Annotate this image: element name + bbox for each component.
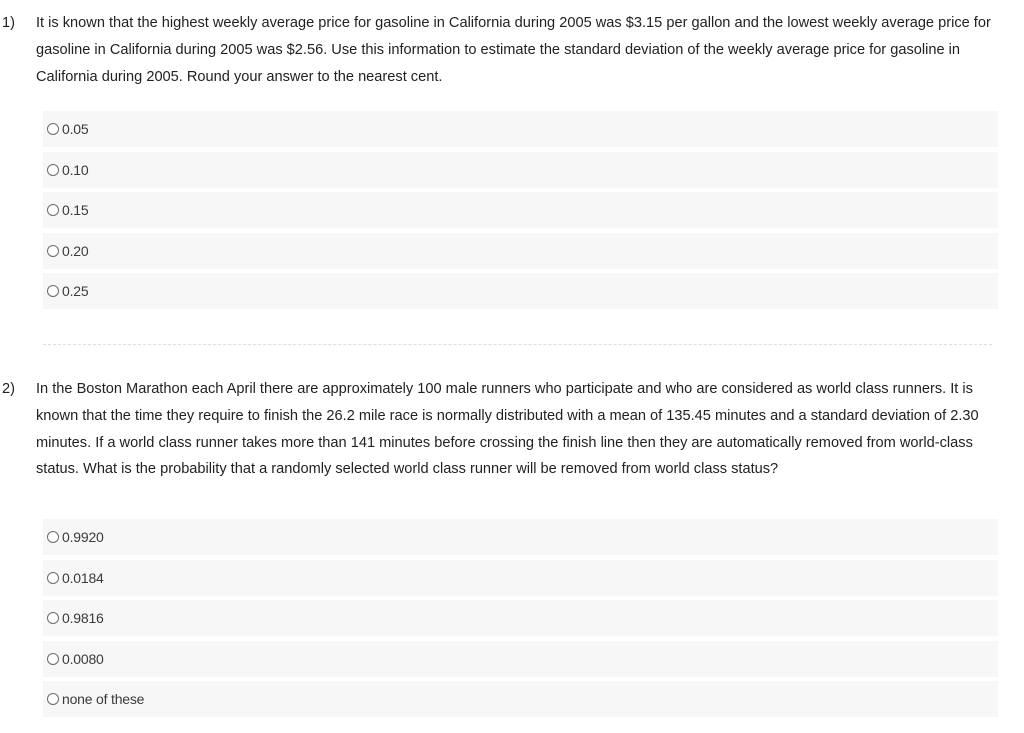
choice-label: 0.0184 xyxy=(62,569,104,586)
radio-button-icon[interactable] xyxy=(47,612,59,624)
radio-button-icon[interactable] xyxy=(47,653,59,665)
question-2-choice-2[interactable] xyxy=(43,560,998,596)
question-divider xyxy=(43,344,992,345)
question-2 xyxy=(0,366,1024,707)
question-1-number: 1) xyxy=(2,15,15,31)
question-2-choices xyxy=(43,519,998,722)
choice-label: 0.05 xyxy=(62,121,89,137)
question-1-choices xyxy=(43,111,998,314)
radio-button-icon[interactable] xyxy=(47,164,59,176)
choice-label: 0.9920 xyxy=(62,529,104,545)
choice-label: 0.20 xyxy=(62,242,89,259)
choice-label: 0.10 xyxy=(62,161,89,178)
choice-label: 0.0080 xyxy=(62,650,104,667)
question-1-choice-4[interactable] xyxy=(43,233,998,269)
radio-button-icon[interactable] xyxy=(47,693,59,705)
question-2-number: 2) xyxy=(2,381,15,397)
question-1 xyxy=(0,0,1024,299)
choice-label: 0.25 xyxy=(62,283,89,299)
radio-button-icon[interactable] xyxy=(47,531,59,543)
choice-label: none of these xyxy=(62,691,145,707)
choice-label: 0.15 xyxy=(62,202,89,218)
radio-button-icon[interactable] xyxy=(47,285,59,297)
question-2-text xyxy=(0,366,1024,483)
question-1-choice-2[interactable] xyxy=(43,152,998,188)
question-2-choice-1[interactable] xyxy=(43,519,998,555)
radio-button-icon[interactable] xyxy=(47,123,59,135)
question-2-choice-5[interactable] xyxy=(43,681,998,717)
choice-label: 0.9816 xyxy=(62,610,104,626)
question-1-body: It is known that the highest weekly average price for gasoline in California during 2005 was $3.15 per gallon and the lowest weekly average price for gasoline in California during 2005 was $2.56. Use this information to estimate the standard deviation of the weekly average price for gasoline in California during 2005. Round your answer to the nearest cent. xyxy=(36,15,991,85)
question-1-choice-1[interactable] xyxy=(43,111,998,147)
question-2-choice-4[interactable] xyxy=(43,641,998,677)
question-1-choice-3[interactable] xyxy=(43,192,998,228)
radio-button-icon[interactable] xyxy=(47,572,59,584)
question-2-body: In the Boston Marathon each April there are approximately 100 male runners who participate and who are considered as world class runners. It is known that the time they require to finish the 26.2 mile race is normally distributed with a mean of 135.45 minutes and a standard deviation of 2.30 minutes. If a world class runner takes more than 141 minutes before crossing the finish line then they are automatically removed from world-class status. What is the probability that a randomly selected world class runner will be removed from world class status? xyxy=(36,381,979,478)
radio-button-icon[interactable] xyxy=(47,245,59,257)
question-1-text xyxy=(0,0,1024,90)
radio-button-icon[interactable] xyxy=(47,204,59,216)
question-2-choice-3[interactable] xyxy=(43,600,998,636)
question-1-choice-5[interactable] xyxy=(43,273,998,309)
